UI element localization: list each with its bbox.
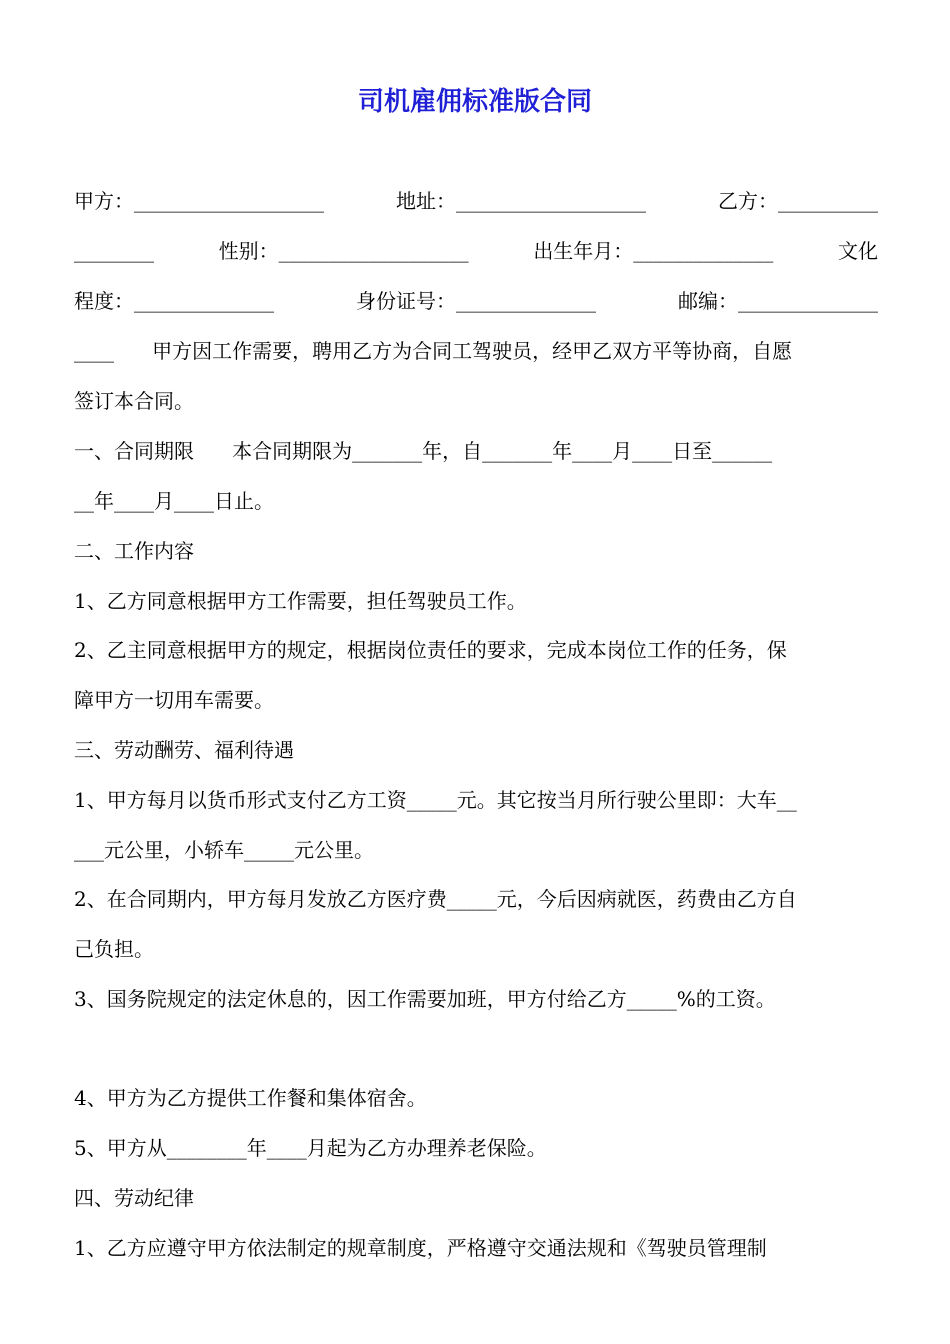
party-b-field: 乙方：__________ <box>718 189 878 213</box>
section-2-item-2-line-1: 2、乙主同意根据甲方的规定，根据岗位责任的要求，完成本岗位工作的任务，保 <box>74 638 787 662</box>
section-3-heading: 三、劳动酬劳、福利待遇 <box>74 738 294 762</box>
section-1-line-1: 一、合同期限 本合同期限为_______年，自_______年____月____日至______ <box>74 439 773 463</box>
section-3-item-1-line-1: 1、甲方每月以货币形式支付乙方工资_____元。其它按当月所行驶公里即：大车__ <box>74 788 797 812</box>
section-3-item-3: 3、国务院规定的法定休息的，因工作需要加班，甲方付给乙方_____%的工资。 <box>74 987 776 1011</box>
section-3-item-1-line-2: ___元公里，小轿车_____元公里。 <box>74 838 374 862</box>
section-3-item-4: 4、甲方为乙方提供工作餐和集体宿舍。 <box>74 1086 427 1110</box>
education-label-start: 文化 <box>837 239 878 263</box>
party-a-field: 甲方：___________________ <box>74 189 324 213</box>
section-1-line-2: __年____月____日止。 <box>74 489 274 513</box>
header-row-2 <box>74 234 878 268</box>
intro-line-1: ____ 甲方因工作需要，聘用乙方为合同工驾驶员，经甲乙双方平等协商，自愿 <box>74 339 793 363</box>
section-2-item-1: 1、乙方同意根据甲方工作需要，担任驾驶员工作。 <box>74 589 527 613</box>
section-4-item-1-line-1: 1、乙方应遵守甲方依法制定的规章制度，严格遵守交通法规和《驾驶员管理制 <box>74 1236 767 1260</box>
document-title: 司机雇佣标准版合同 <box>357 87 592 117</box>
id-number-field: 身份证号：______________ <box>356 289 596 313</box>
address-field: 地址：___________________ <box>396 189 646 213</box>
header-row-3 <box>74 284 878 318</box>
section-4-heading: 四、劳动纪律 <box>74 1186 194 1210</box>
section-2-heading: 二、工作内容 <box>74 539 194 563</box>
postcode-field: 邮编：______________ <box>678 289 878 313</box>
intro-line-2: 签订本合同。 <box>74 389 194 413</box>
gender-field: 性别：___________________ <box>218 239 469 263</box>
section-3-item-2-line-2: 己负担。 <box>74 937 154 961</box>
header-row-1 <box>74 184 878 218</box>
section-3-item-2-line-1: 2、在合同期内，甲方每月发放乙方医疗费_____元，今后因病就医，药费由乙方自 <box>74 887 797 911</box>
birth-field: 出生年月：______________ <box>533 239 774 263</box>
party-b-blank: ________ <box>74 239 154 263</box>
education-field: 程度：______________ <box>74 289 274 313</box>
section-3-item-5: 5、甲方从________年____月起为乙方办理养老保险。 <box>74 1136 547 1160</box>
section-2-item-2-line-2: 障甲方一切用车需要。 <box>74 688 274 712</box>
